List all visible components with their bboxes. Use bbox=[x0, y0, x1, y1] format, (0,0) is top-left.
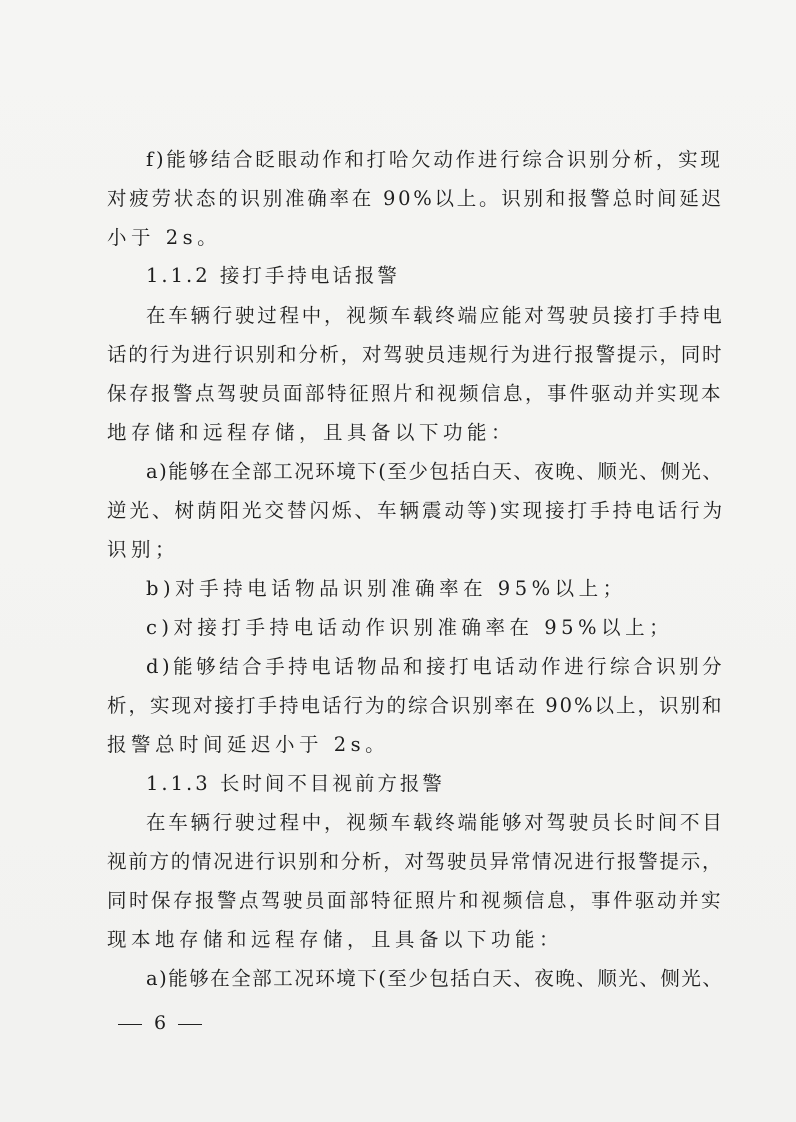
section-heading-1-1-3: 1.1.3 长时间不目视前方报警 bbox=[146, 772, 445, 795]
item-a-line-3: 识别； bbox=[107, 538, 180, 561]
item-c: c)对接打手持电话动作识别准确率在 95%以上； bbox=[146, 616, 674, 639]
item-a-line-1: a)能够在全部工况环境下(至少包括白天、夜晚、顺光、侧光、 bbox=[146, 460, 724, 483]
paragraph-intro-line-1: 在车辆行驶过程中，视频车载终端应能对驾驶员接打手持电 bbox=[146, 304, 725, 327]
paragraph-gaze-line-2: 视前方的情况进行识别和分析，对驾驶员异常情况进行报警提示， bbox=[107, 850, 724, 873]
page-number: 6 bbox=[154, 1012, 167, 1034]
section-heading-1-1-2: 1.1.2 接打手持电话报警 bbox=[146, 264, 400, 287]
paragraph-gaze-line-1: 在车辆行驶过程中，视频车载终端能够对驾驶员长时间不目 bbox=[146, 811, 725, 834]
paragraph-gaze-line-3: 同时保存报警点驾驶员面部特征照片和视频信息，事件驱动并实 bbox=[107, 889, 724, 912]
paragraph-f-line-2: 对疲劳状态的识别准确率在 90%以上。识别和报警总时间延迟 bbox=[107, 187, 724, 210]
item-d-line-2: 析，实现对接打手持电话行为的综合识别率在 90%以上，识别和 bbox=[107, 694, 724, 717]
footer-dash-left bbox=[118, 1024, 142, 1025]
item-d-line-3: 报警总时间延迟小于 2s。 bbox=[107, 733, 390, 756]
page-footer bbox=[118, 1012, 202, 1034]
item-b: b)对手持电话物品识别准确率在 95%以上； bbox=[146, 577, 627, 600]
paragraph-gaze-line-4: 现本地存储和远程存储，且具备以下功能： bbox=[107, 928, 564, 951]
paragraph-intro-line-3: 保存报警点驾驶员面部特征照片和视频信息，事件驱动并实现本 bbox=[107, 382, 724, 405]
paragraph-f-line-3: 小于 2s。 bbox=[107, 226, 222, 249]
paragraph-f-line-1: f)能够结合眨眼动作和打哈欠动作进行综合识别分析，实现 bbox=[146, 148, 723, 171]
item-a2-line-1: a)能够在全部工况环境下(至少包括白天、夜晚、顺光、侧光、 bbox=[146, 967, 724, 990]
paragraph-intro-line-4: 地存储和远程存储，且具备以下功能： bbox=[107, 421, 516, 444]
paragraph-intro-line-2: 话的行为进行识别和分析，对驾驶员违规行为进行报警提示，同时 bbox=[107, 343, 724, 366]
item-d-line-1: d)能够结合手持电话物品和接打电话动作进行综合识别分 bbox=[146, 655, 726, 678]
footer-dash-right bbox=[178, 1024, 202, 1025]
item-a-line-2: 逆光、树荫阳光交替闪烁、车辆震动等)实现接打手持电话行为 bbox=[107, 499, 726, 522]
